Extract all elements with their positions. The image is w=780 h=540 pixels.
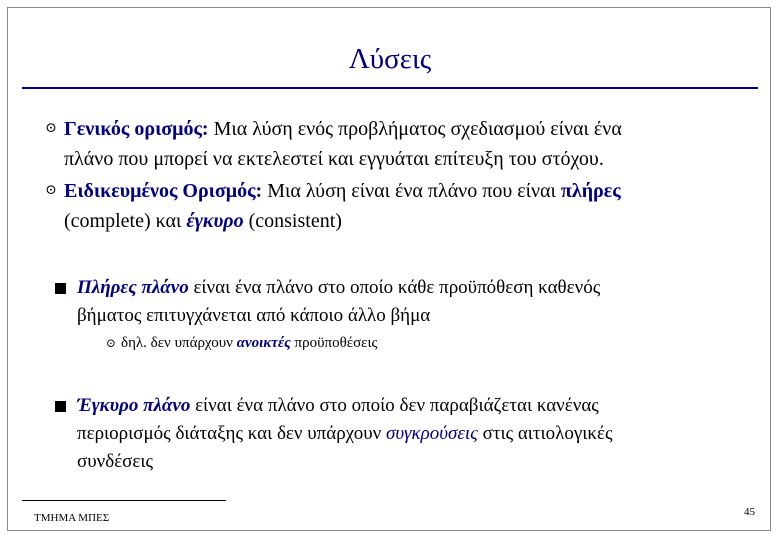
square-bullet-icon [55,283,66,294]
open-preconditions-text [121,332,706,354]
circle-dot-bullet-icon: ⊙ [106,336,117,350]
consistent-term: έγκυρο [186,210,244,232]
open-preconditions-post: προϋποθέσεις [290,335,378,351]
complete-term: πλήρες [560,180,621,202]
specific-definition-pre: Μια λύση είναι ένα πλάνο που είναι [262,180,561,202]
consistent-plan-line3: συνδέσεις [77,451,154,472]
general-definition-line1: Μια λύση ενός προβλήματος σχεδιασμού είναι ένα [208,118,622,140]
sub-bullet-complete-plan [55,274,735,330]
conflicts-term: συγκρούσεις [385,423,478,444]
open-preconditions-pre: δηλ. δεν υπάρχουν [121,335,237,351]
general-definition-line2: πλάνο που μπορεί να εκτελεστεί και εγγυάται επίτευξη του στόχου. [64,148,604,170]
specific-definition-line2-pre: (complete) και [64,210,187,232]
complete-plan-line2: βήματος επιτυγχάνεται από κάποιο άλλο βήμα [77,305,431,326]
footer-divider [22,500,226,501]
detail-open-preconditions [106,332,706,354]
slide-title: Λύσεις [348,43,432,75]
specific-definition-term: Ειδικευμένος Ορισμός: [64,180,263,202]
bullet-general-text [64,114,740,174]
square-bullet-icon [55,401,66,412]
footer-department: ΤΜΗΜΑ ΜΠΕΣ [34,512,110,524]
consistent-plan-line1: είναι ένα πλάνο στο οποίο δεν παραβιάζεται κανένας [190,395,599,416]
complete-plan-term: Πλήρες πλάνο [77,277,189,298]
circle-dot-bullet-icon: ⊙ [45,121,57,136]
specific-definition-line2-post: (consistent) [243,210,342,232]
open-term: ανοικτές [236,335,291,351]
sub-bullet-consistent-plan [55,392,735,476]
bullet-specific-text [64,176,740,236]
bullet-specific-definition [40,176,740,236]
consistent-plan-line2-post: στις αιτιολογικές [477,423,613,444]
title-divider [22,87,758,89]
page-number: 45 [744,506,755,518]
bullet-general-definition [40,114,740,174]
complete-plan-line1: είναι ένα πλάνο στο οποίο κάθε προϋπόθεση καθενός [188,277,601,298]
general-definition-term: Γενικός ορισμός: [64,118,209,140]
consistent-plan-line2-pre: περιορισμός διάταξης και δεν υπάρχουν [77,423,386,444]
circle-dot-bullet-icon: ⊙ [45,183,57,198]
complete-plan-text [77,274,735,330]
consistent-plan-text [77,392,735,476]
consistent-plan-term: Έγκυρο πλάνο [77,395,191,416]
